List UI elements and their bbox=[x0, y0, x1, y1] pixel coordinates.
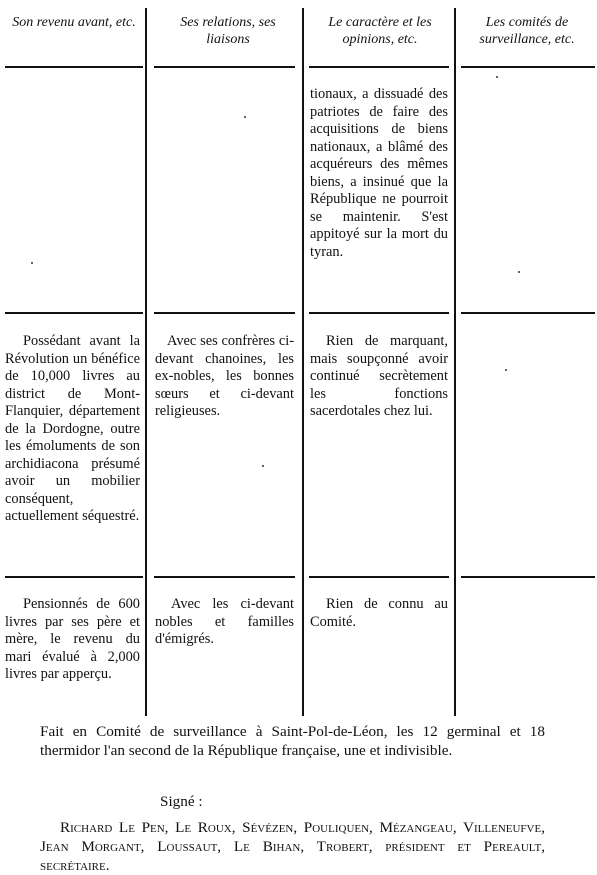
table-cell: tionaux, a dissuadé des patriotes de faire des acquisitions de biens nationaux, a blâmé des acquéreurs des mêmes biens, a insinué que la République ne pourroit se maintenir. S'est appitoyé sur la mort du tyran. bbox=[310, 86, 448, 260]
signature-label: Signé : bbox=[160, 793, 203, 810]
row-rule bbox=[309, 576, 449, 578]
closing-statement: Fait en Comité de surveillance à Saint-Pol-de-Léon, les 12 germinal et 18 thermidor l'an second de la République française, une et indivisible. bbox=[40, 723, 545, 759]
header-rule bbox=[154, 66, 295, 68]
column-header-revenu: Son revenu avant, etc. bbox=[12, 15, 136, 30]
column-header-relations: Ses relations, ses liaisons bbox=[180, 15, 276, 47]
print-speck bbox=[518, 271, 520, 273]
row-rule bbox=[5, 576, 143, 578]
table-cell: Avec les ci-devant nobles et familles d'émigrés. bbox=[155, 596, 294, 647]
header-rule bbox=[309, 66, 449, 68]
table-cell: Pensionnés de 600 livres par ses père et mère, le revenu du mari évalué à 2,000 livres par apperçu. bbox=[5, 596, 140, 682]
table-cell: Rien de marquant, mais soupçonné avoir continué secrètement les fonctions sacerdotales chez lui. bbox=[310, 333, 448, 419]
print-speck bbox=[262, 465, 264, 467]
row-rule bbox=[461, 312, 595, 314]
row-rule bbox=[154, 576, 295, 578]
print-speck bbox=[505, 369, 507, 371]
column-divider bbox=[454, 8, 456, 716]
row-rule bbox=[5, 312, 143, 314]
table-cell: Avec ses confrères ci-devant chanoines, les ex-nobles, les bonnes sœurs et ci-devant religieuses. bbox=[155, 333, 294, 419]
table-cell: Rien de connu au Comité. bbox=[310, 596, 448, 630]
row-rule bbox=[309, 312, 449, 314]
header-rule bbox=[461, 66, 595, 68]
print-speck bbox=[496, 76, 498, 78]
row-rule bbox=[154, 312, 295, 314]
column-divider bbox=[302, 8, 304, 716]
signatories: Richard Le Pen, Le Roux, Sévézen, Pouliquen, Mézangeau, Villeneufve, Jean Morgant, Loussaut, Le Bihan, Trobert, président et Pereault, secrétaire. bbox=[40, 819, 545, 874]
print-speck bbox=[31, 262, 33, 264]
column-header-comites: Les comités de surveillance, etc. bbox=[479, 15, 575, 47]
header-rule bbox=[5, 66, 143, 68]
row-rule bbox=[461, 576, 595, 578]
column-header-caractere: Le caractère et les opinions, etc. bbox=[328, 15, 432, 47]
print-speck bbox=[244, 116, 246, 118]
column-divider bbox=[145, 8, 147, 716]
table-cell: Possédant avant la Révolution un bénéfice de 10,000 livres au district de Mont-Flanquier, département de la Dordogne, outre les émoluments de son archidiacona présumé avoir un mobilier conséquent, actuellement séquestré. bbox=[5, 333, 140, 524]
